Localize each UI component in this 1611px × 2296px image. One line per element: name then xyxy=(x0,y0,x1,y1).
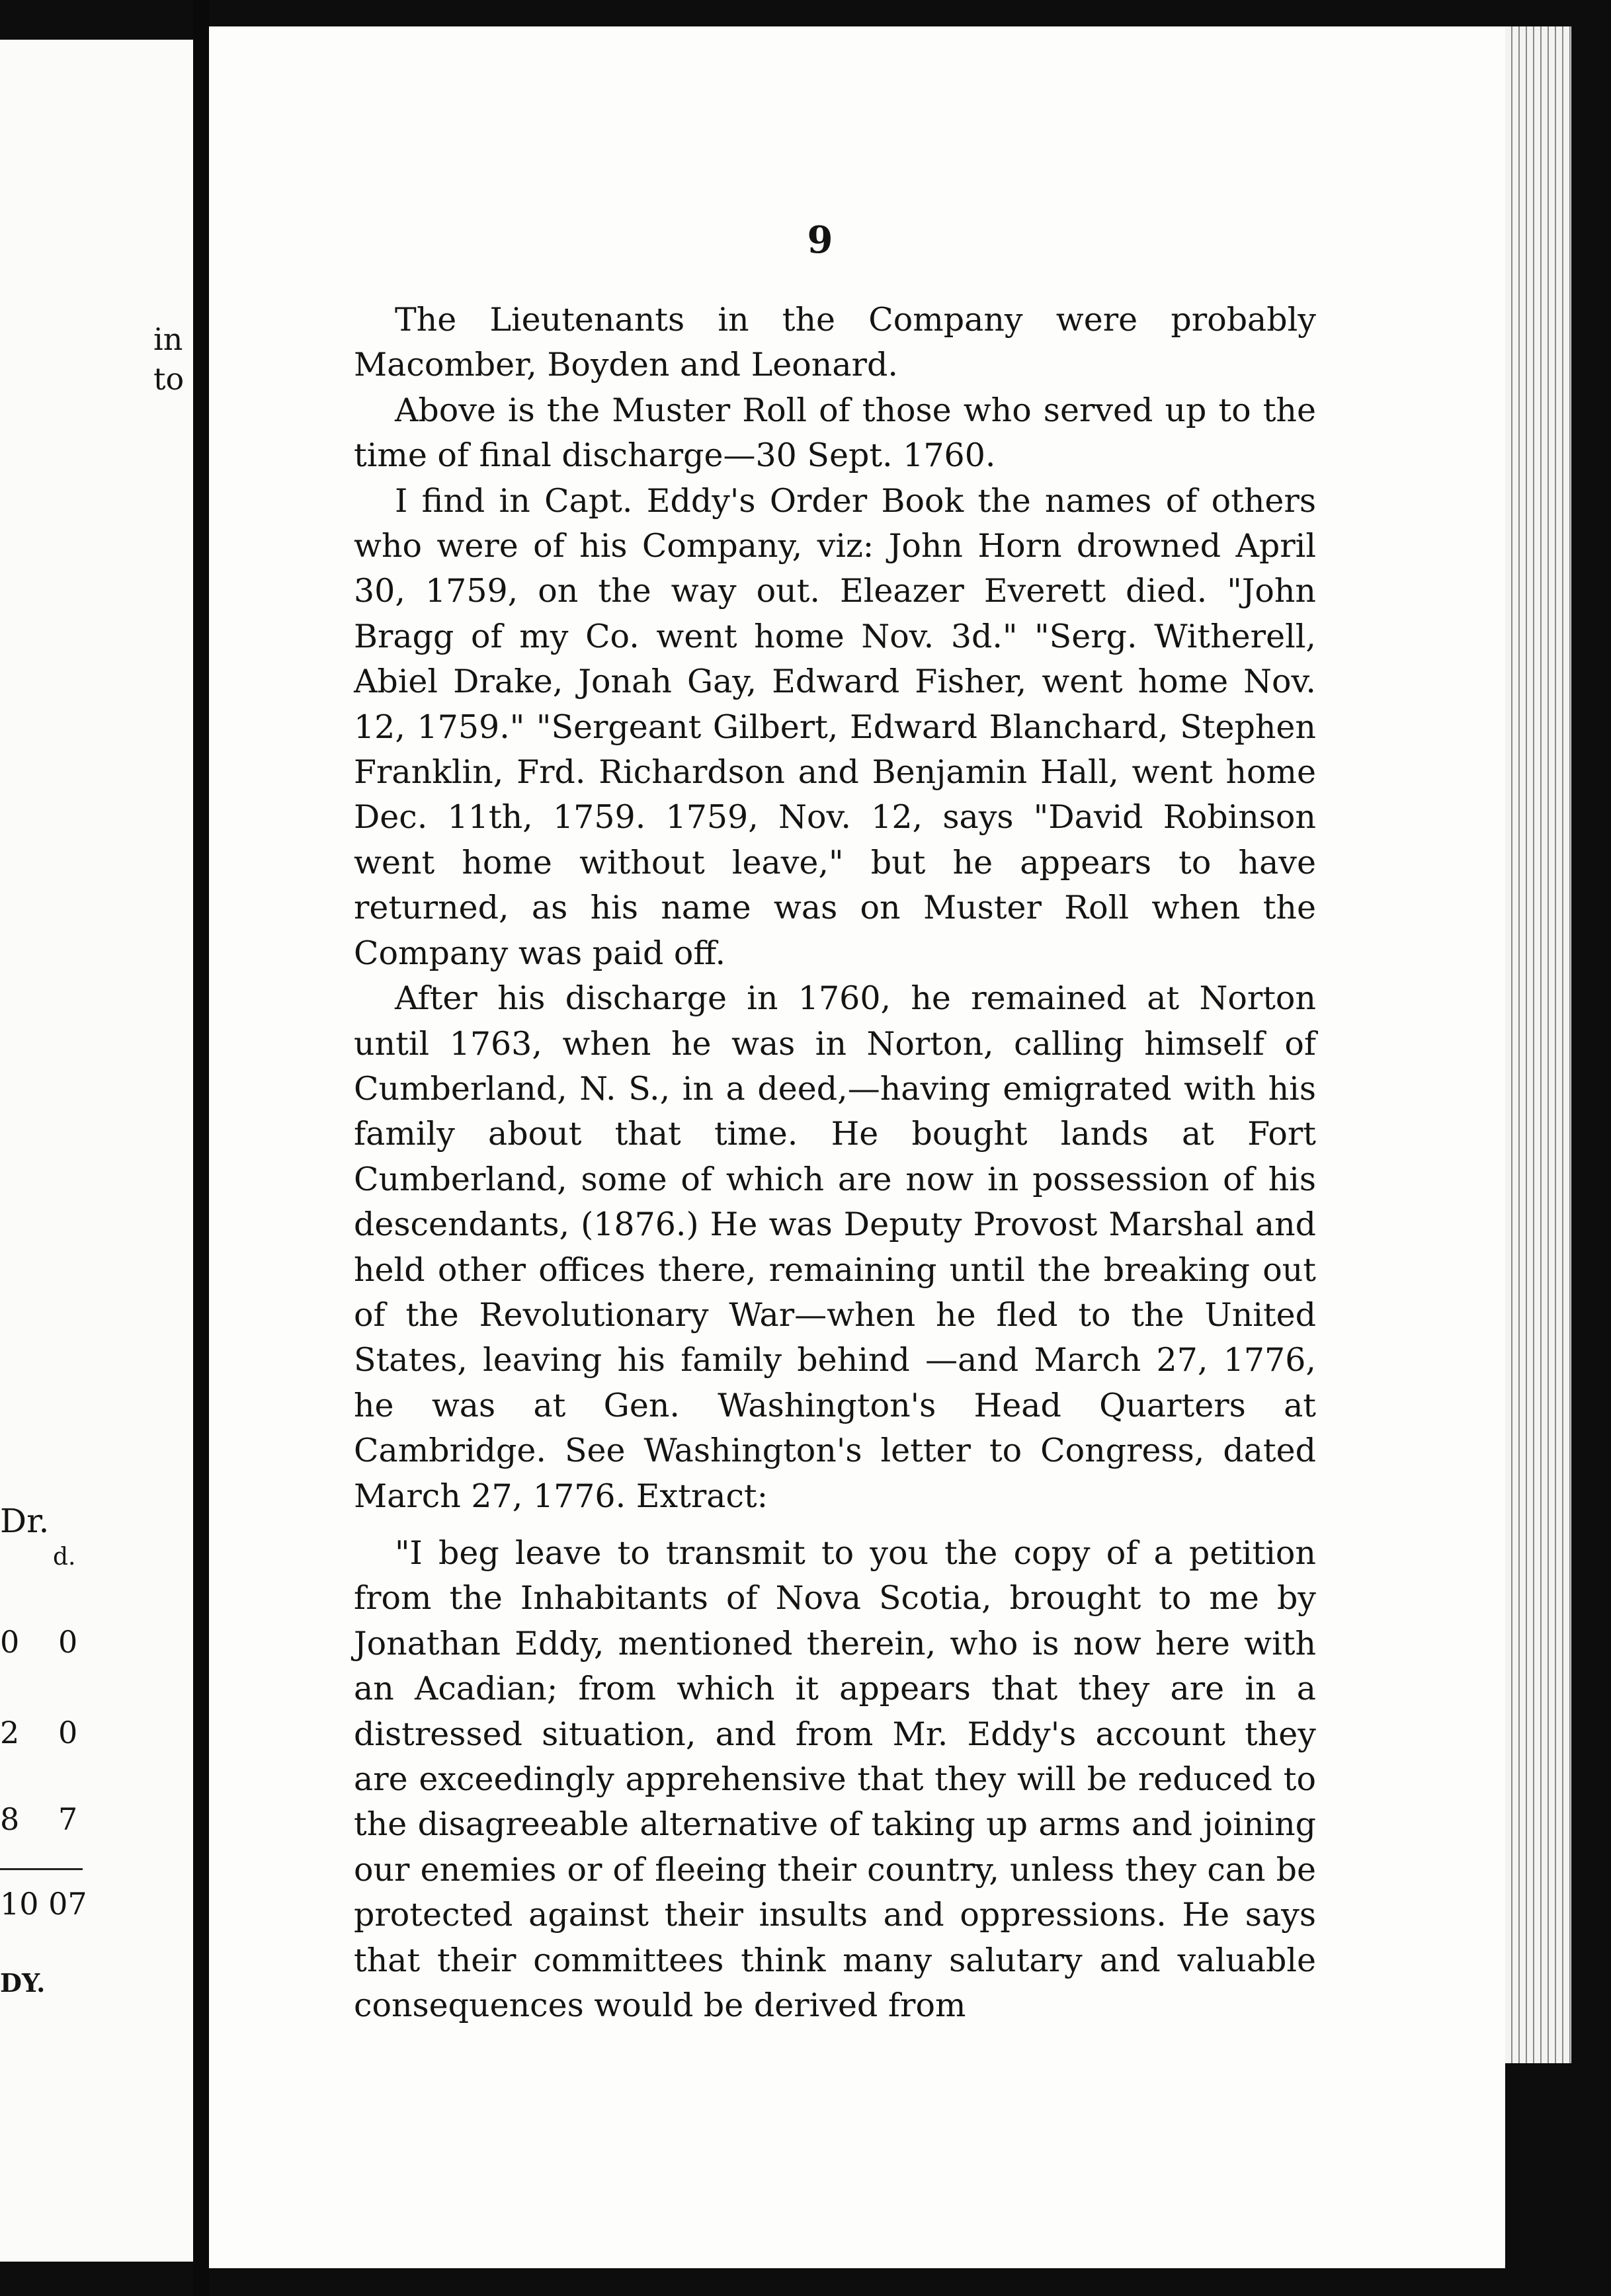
sum-rule xyxy=(0,1868,83,1870)
paragraph-discharge: After his discharge in 1760, he remained at Norton until 1763, when he was in Norton, calling himself of Cumberland, N. S., in a deed,—having emigrated with his family about that time. He bought lands at Fort Cumberland, some of which are now in possession of his descendants, (1876.) He was Deputy Provost Marshal and held other offices there, remaining until the breaking out of the Revolutionary War—when he fled to the United States, leaving his family behind —and March 27, 1776, he was at Gen. Washington's Head Quarters at Cambridge. See Washington's letter to Congress, dated March 27, 1776. Extract: xyxy=(354,979,1316,1515)
left-fragment-value: 2 xyxy=(0,1715,20,1750)
left-fragment-d: d. xyxy=(53,1543,76,1571)
left-fragment-in: in xyxy=(153,321,183,357)
left-fragment-value: 8 xyxy=(0,1801,20,1837)
page-number: 9 xyxy=(807,218,833,262)
book-gutter xyxy=(193,0,209,2296)
left-fragment-value: 7 xyxy=(58,1801,78,1837)
paragraph-washington-letter: "I beg leave to transmit to you the copy of a petition from the Inhabitants of Nova Scotia, brought to me by Jonathan Eddy, mentioned therein, who is now here with an Acadian; from which it appears that they are in a distressed situation, and from Mr. Eddy's account they are exceedingly apprehensive that they will be reduced to the disagreeable alternative of taking up arms and joining our enemies or of fleeing their country, unless they can be protected against their insults and oppressions. He says that their committees think many salutary and valuable consequences would be derived from xyxy=(354,1534,1316,2025)
left-fragment-value: 0 xyxy=(58,1715,78,1750)
left-fragment-dr: Dr. xyxy=(0,1502,50,1540)
left-fragment-value: 0 xyxy=(0,1624,20,1660)
body-text xyxy=(354,298,1316,2028)
left-fragment-signature: DY. xyxy=(0,1968,46,1998)
left-page-fragment xyxy=(0,40,193,2262)
paragraph-lieutenants: The Lieutenants in the Company were probably Macomber, Boyden and Leonard. xyxy=(354,301,1316,384)
paragraph-muster-roll: Above is the Muster Roll of those who served up to the time of final discharge—30 Sept. 1760. xyxy=(354,391,1316,475)
left-fragment-to: to xyxy=(153,361,185,397)
left-fragment-total: 10 07 xyxy=(0,1886,87,1922)
left-fragment-value: 0 xyxy=(58,1624,78,1660)
page-edges xyxy=(1505,26,1571,2063)
paragraph-order-book: I find in Capt. Eddy's Order Book the names of others who were of his Company, viz: John Horn drowned April 30, 1759, on the way out. Eleazer Everett died. "John Bragg of my Co. went home Nov. 3d." "Serg. Witherell, Abiel Drake, Jonah Gay, Edward Fisher, went home Nov. 12, 1759." "Sergeant Gilbert, Edward Blanchard, Stephen Franklin, Frd. Richardson and Benjamin Hall, went home Dec. 11th, 1759. 1759, Nov. 12, says "David Robinson went home without leave," but he appears to have returned, as his name was on Muster Roll when the Company was paid off. xyxy=(354,481,1316,972)
